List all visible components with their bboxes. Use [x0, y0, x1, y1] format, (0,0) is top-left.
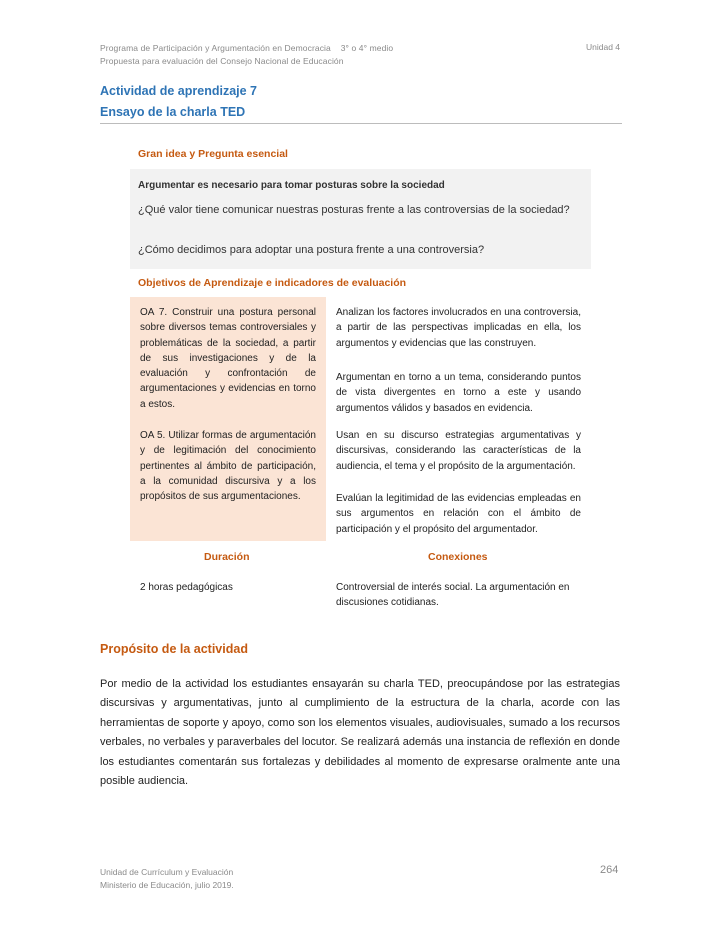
title-divider	[100, 123, 622, 124]
footer-line-2: Ministerio de Educación, julio 2019.	[100, 880, 234, 890]
activity-subtitle: Ensayo de la charla TED	[100, 105, 246, 119]
purpose-text: Por medio de la actividad los estudiantes ensayarán su charla TED, preocupándose por las estrategias discursivas y argumentativas, junto al cumplimiento de la estructura de la charla, acorde con las herramientas de soporte y apoyo, como son los elementos visuales, audiovisuales, sumado a los recursos verbales, no verbales y paraverbales del locutor. Se realizará además una instancia de reflexión en donde los estudiantes comentarán sus fortalezas y debilidades al momento de expresarse oralmente ante una posible audiencia.	[100, 678, 620, 788]
footer-line-1: Unidad de Currículum y Evaluación	[100, 867, 234, 877]
objectives-heading: Objetivos de Aprendizaje e indicadores de evaluación	[138, 277, 407, 289]
page-number: 264	[600, 864, 619, 876]
big-idea-statement: Argumentar es necesario para tomar posturas sobre la sociedad	[138, 180, 445, 191]
unit-label: Unidad 4	[586, 42, 621, 52]
indicator-2: Argumentan en torno a un tema, considerando puntos de vista divergentes en torno a este y usando argumentos válidos y basados en evidencia.	[336, 372, 581, 414]
page-footer	[100, 866, 234, 892]
activity-title: Actividad de aprendizaje 7	[100, 84, 257, 98]
duration-value: 2 horas pedagógicas	[140, 582, 233, 593]
proposal-line: Propuesta para evaluación del Consejo Nacional de Educación	[100, 56, 344, 66]
essential-question-1: ¿Qué valor tiene comunicar nuestras posturas frente a las controversias de la sociedad?	[138, 204, 570, 216]
indicator-4: Evalúan la legitimidad de las evidencias empleadas en sus argumentos en relación con el ámbito de participación y el propósito del argumentador.	[336, 493, 581, 535]
objective-oa5: OA 5. Utilizar formas de argumentación y de legitimación del conocimiento pertinentes al ámbito de participación, a la comunidad discursiva y a los propósitos de sus argumentaciones.	[140, 430, 316, 503]
purpose-heading: Propósito de la actividad	[100, 642, 248, 656]
indicator-1: Analizan los factores involucrados en una controversia, a partir de las perspectivas implicadas en ella, los argumentos y evidencias que las construyen.	[336, 307, 581, 349]
connections-value: Controversial de interés social. La argumentación en discusiones cotidianas.	[336, 582, 570, 608]
running-header	[100, 42, 393, 68]
indicator-3: Usan en su discurso estrategias argumentativas y discursivas, considerando las características de la audiencia, el tema y el propósito de la argumentación.	[336, 430, 581, 472]
objective-oa7: OA 7. Construir una postura personal sobre diversos temas controversiales y problemáticas de la sociedad, a partir de sus investigaciones y de la evaluación y confrontación de argumentaciones y evidencias en torno a estos.	[140, 307, 316, 410]
connections-heading: Conexiones	[428, 551, 488, 563]
program-line: Programa de Participación y Argumentación en Democracia 3° o 4° medio	[100, 43, 394, 53]
essential-question-2: ¿Cómo decidimos para adoptar una postura frente a una controversia?	[138, 244, 485, 256]
big-idea-heading: Gran idea y Pregunta esencial	[138, 148, 288, 160]
duration-heading: Duración	[204, 551, 250, 563]
